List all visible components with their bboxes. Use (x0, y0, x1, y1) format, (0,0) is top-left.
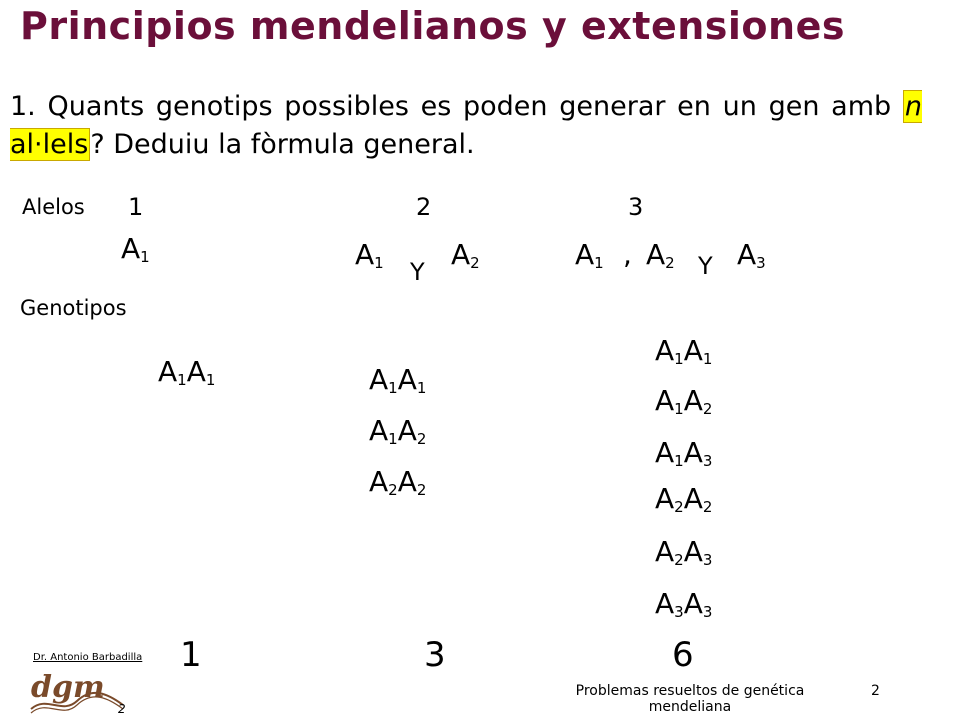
allele-count-3: 3 (628, 193, 644, 221)
alelos-label: Alelos (22, 195, 85, 219)
genotipos-label: Genotipos (20, 296, 127, 320)
genotype: $A_2A_2$ (655, 482, 713, 516)
genotype: $A_1A_1$ (655, 334, 713, 368)
genotype-total-1: 1 (180, 635, 202, 675)
dgm-logo (27, 665, 127, 717)
page-title: Principios mendelianos y extensiones (20, 4, 845, 48)
genotype: $A_2A_2$ (369, 465, 427, 499)
author-link[interactable]: Dr. Antonio Barbadilla (33, 652, 143, 663)
page-number: 2 (871, 683, 880, 699)
variable-n: n (904, 91, 922, 122)
allele-set-2-a2: $A_2$ (451, 238, 480, 272)
genotype: $A_1A_2$ (369, 414, 427, 448)
genotype: $A_2A_3$ (655, 535, 713, 569)
allele-set-3-a2: $A_2$ (646, 238, 675, 272)
allele-set-3-a3: $A_3$ (737, 238, 766, 272)
logo-text: dgm (31, 670, 105, 705)
genotype-total-2: 3 (424, 635, 446, 675)
question-text-end: ? Deduiu la fòrmula general. (90, 129, 475, 160)
genotype: $A_3A_3$ (655, 587, 713, 621)
logo-number: 2 (118, 702, 126, 716)
genotype: $A_1A_2$ (655, 384, 713, 418)
genotype: $A_1A_1$ (369, 363, 427, 397)
highlighted-term-rest: al·lels (10, 129, 89, 160)
allele-set-3-a1: $A_1$ (575, 238, 604, 272)
genotype-total-3: 6 (672, 635, 694, 675)
genotype: $A_1A_1$ (158, 355, 216, 389)
genotype: $A_1A_3$ (655, 436, 713, 470)
question-text-start: 1. Quants genotips possibles es poden generar en un gen amb (10, 91, 903, 122)
allele-set-2-a1: $A_1$ (355, 238, 384, 272)
conjunction-y-2: Y (410, 258, 425, 286)
allele-count-1: 1 (128, 193, 144, 221)
question-text (10, 88, 922, 164)
allele-set-1-a1: $A_1$ (121, 232, 150, 266)
conjunction-y-3: Y (698, 252, 713, 280)
allele-count-2: 2 (416, 193, 432, 221)
allele-separator-comma: , (623, 238, 632, 271)
footer-caption: Problemas resueltos de genética mendeliana (575, 683, 805, 715)
